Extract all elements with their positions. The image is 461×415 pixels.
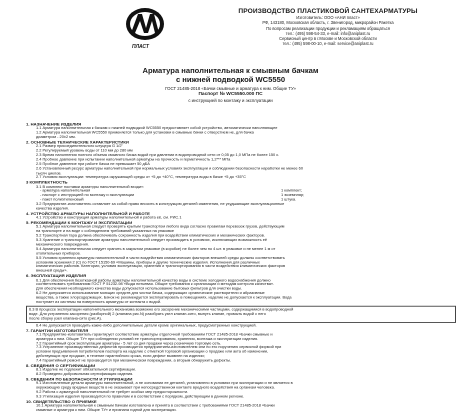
section-line: Для обеспечения необходимого качества воды допускается использование бытовых фильтров для очистки воды.	[36, 287, 242, 291]
kit-item-name: - арматура наполнительная	[40, 188, 91, 193]
section-line: 2.4 Пробное давление при испытании наполнительной арматуры на прочность и герметичность 1,2*** МПа	[36, 157, 231, 162]
section-line: 5.1 Арматура наполнительная следует проверять крытым транспортом любого вида согласно правилам перевозок грузов, действующим	[36, 224, 285, 229]
section-line: отопительных приборов.	[36, 251, 81, 256]
section-line: внешней среды».	[36, 269, 68, 273]
section-line: после сборку узел клапана-сито (рис.A).	[29, 316, 102, 320]
section-line: механического повреждения.	[36, 242, 89, 247]
gost-reference: ГОСТ 21485-2018 «Бачки смывные и арматура к ним. Общие ТУ»	[165, 86, 296, 91]
kit-item-qty: 1 экземпляр;	[281, 192, 305, 198]
section-heading: 2. ОСНОВНЫЕ ТЕХНИЧЕСКИЕ ХАРАКТЕРИСТИКИ	[26, 139, 129, 145]
kit-item-qty: 1 штука.	[281, 197, 297, 202]
section-line: условиям хранения 2 (С) по ГОСТ 15150-69 «Машины, приборы и другие технические изделия. Исполнения для различных	[36, 260, 260, 264]
section-heading: 9. СВЕДЕНИЯ ПО БЕЗОПАСНОСТИ И УТИЛИЗАЦИИ	[26, 377, 133, 382]
kit-item-qty: 1 комплект;	[281, 188, 302, 193]
section-line: 10.1 Арматура наполнительная к смывным бачкам изготовлена и принята в соответствии с требованиями ГОСТ 21485-2018 «Бачки	[36, 404, 275, 408]
logo-caption: ПЛАСТ	[132, 44, 149, 50]
section-line: 1.2 Арматура наполнительная WC5550 применяется только для установки в смывные бачки с отверстием не, для бачка	[36, 131, 254, 135]
section-4	[26, 211, 456, 220]
section-line: 8.1 Изделие не подлежит обязательной сертификации.	[36, 368, 136, 372]
section-line: 6.2 Не допускается использование моющих средств для чистки бачка, содержащих органические растворители и абразивные	[36, 291, 265, 296]
highlighted-note	[26, 306, 456, 323]
section-line: 3.1 В комплект поставки арматуры наполнительной входит:	[36, 184, 144, 189]
manufacturer-header	[60, 2, 455, 62]
section-line: 2.7 Условия эксплуатации: температура окружающей среды от +5 до +40°С, температура воды в бачке +5 до +35°С	[36, 175, 246, 180]
section-10	[26, 399, 456, 413]
section-line: 7.1 Предприятие-изготовитель гарантирует соответствие арматуры отделочной требованиям ГОСТ 21485-2018 «Бачки смывные и	[36, 332, 273, 337]
section-line: поступает из системы на поверхность арматуры от контакта с водой.	[36, 300, 162, 305]
document-title-line: Арматура наполнительная к смывным бачкам	[142, 66, 319, 75]
section-line: соответствовать требованиям ГОСТ Р 51232-98 «Вода питьевая. Общие требования к организации и методам контроля качества».	[36, 282, 275, 287]
section-heading: 3 КОМПЛЕКТНОСТЬ	[26, 179, 68, 185]
document-body	[26, 122, 456, 413]
section-3	[26, 180, 456, 211]
header-line: РФ, 143180, Московская область, г. Звенигород, микрорайон Ракетка	[262, 20, 394, 26]
section-line: арматура к ним. Общие ТУ» при соблюдении условий ее транспортирования, хранения, монтажа и эксплуатации изделия.	[36, 337, 259, 341]
section-7	[26, 328, 456, 364]
section-heading: 4. УСТРОЙСТВО АРМАТУРЫ НАПОЛНИТЕЛЬНОЙ И РАБОТЕ	[26, 211, 150, 216]
section-line: условии предъявления потребителем паспорта на изделие с отметкой торговой организации о продаже или акта об изменении,	[36, 350, 269, 354]
section-line: 6.4 Не допускается проводить какие-либо дополнительные детали кроме оригинальных, предусмотренных конструкцией.	[36, 323, 257, 328]
section-line: 7.3 Устранение производственных дефектов производится предприятием-изготовителем или по его поручению сервисной фирмой при	[36, 345, 282, 350]
section-line: действующих при продаже, в течение гарантийного срока, если дефект выявлен на изделии;	[36, 354, 205, 359]
section-line: диаметром - 20±2 мм.	[36, 135, 76, 140]
header-line: По вопросам реализации продукции и рекламациям обращаться	[266, 25, 390, 31]
section-2	[26, 140, 456, 180]
section-line: 5.2 Транспортная тара должна обеспечивать сохранность изделия при воздействии климатических и механических факторов.	[36, 233, 265, 238]
section-line: 2.2 Регулируемый уровень воды от 110 мм до 280 мм	[36, 149, 133, 153]
section-line: 6.3 В процессе эксплуатации наполнительного механизма возможно его засорение механическими частицами, содержащимися в водопроводной	[29, 307, 294, 312]
section-line: смывные и арматура к ним. Общие ТУ» и признана годной для эксплуатации.	[36, 408, 177, 413]
section-line: тысяч циклов.	[36, 171, 62, 175]
section-line: 6.1 Для обеспечения безотказной работы арматуры наполнительной качество воды в системе холодного водоснабжения должно	[36, 278, 271, 282]
section-heading: 1. НАЗНАЧЕНИЕ ИЗДЕЛИЯ	[26, 122, 82, 127]
section-line: климатических районов. Категории, условия эксплуатации, хранения и транспортирования в части воздействия климатических факторов	[36, 264, 286, 269]
section-line: 2.1 Размер присоединительного штуцера G 1/2"	[36, 144, 123, 149]
section-line: 7.4 Гарантийный ремонт не производится при механическом повреждении, а вторым обнаружить дефекты.	[36, 359, 232, 363]
section-heading: 5. РЕКОМЕНДАЦИИ К МОНТАЖУ И ЭКСПЛУАТАЦИИ	[26, 220, 133, 225]
section-line: на транспорте и на виде с соблюдением требований указанных на упаковке	[36, 229, 174, 234]
section-line: 9.1 Изготовленные детали арматуры наполнительной, а не основании ее деталей, установлено в условиях при эксплуатации и не является в	[36, 381, 293, 386]
section-line: качества изделия.	[36, 206, 69, 211]
header-line: тел.: (495) 598-54-33, e-mail: info@aniplast.ru	[285, 30, 371, 36]
section-line: 5.3 Хранение и транспортирование арматуры наполнительной следует производить в условиях, исключающих возможность её	[36, 238, 268, 242]
section-line: 2.5 Пробное давление при работе бачка не превышает 50 дБА	[36, 162, 150, 166]
section-8	[26, 364, 456, 378]
passport-number: Паспорт № WC5550.000 ПС	[198, 92, 263, 97]
section-line: 7.2 Гарантийный срок эксплуатации арматуры - 5 лет со дня продажи через розничную торговую сеть.	[36, 341, 222, 346]
passport-subtitle: с инструкцией по монтажу и эксплуатации	[188, 98, 273, 103]
company-logo-icon	[124, 4, 166, 46]
section-6	[26, 274, 456, 328]
section-line: 2.6 Установленный ресурс арматуры наполнительной при нормальных условиях эксплуатации и соблюдении безопасности наработки не менее 60	[36, 166, 304, 171]
section-5	[26, 220, 456, 273]
header-line: тел.: (495) 598-00-10, e-mail: service@aniplast.ru	[282, 41, 374, 47]
section-heading: 6. ЭКСПЛУАТАЦИЯ ИЗДЕЛИЯ	[26, 273, 87, 279]
section-line: 9.2 Работа с арматурой наполнительной не требует особых мер предосторожности.	[36, 390, 189, 395]
section-line: 5.4 Арматура наполнительная следует хранить в закрытом упаковке (в коробке) не более чем по 4 шт. в упаковке и не менее 1 м от	[36, 247, 276, 251]
document-title	[0, 66, 461, 84]
section-9	[26, 377, 456, 399]
document-title-line: с нижней подводкой WC5550	[175, 75, 286, 84]
header-line: Изготовитель: ООО «АНИ пласт»	[296, 15, 360, 20]
section-line: 9.3 Утилизация изделия производится по правилам и в соответствии с порядком, действующим в данном регионе.	[36, 395, 245, 399]
section-line: 5.5 Условия хранения арматуры наполнительной в части воздействия климатических факторов внешней среды должны соответствовать	[36, 255, 285, 260]
section-heading: 8. СВЕДЕНИЯ О СЕРТИФИКАЦИИ	[26, 363, 96, 369]
section-line: 1.1 Арматура наполнительная к бачкам с нижней подводкой WC5550 предоставляет собой устройство, автоматически наполняющее	[36, 126, 278, 131]
section-line: вещества, а также хлорсодержащих. Бачок не рекомендуется эксплуатировать в помещениях, изделие не допускается к эксплуатации. Вода	[36, 295, 292, 300]
kit-item-name: - паспорт с инструкцией по монтажу и эксплуатации	[40, 192, 135, 198]
header-title: ПРОИЗВОДСТВО ПЛАСТИКОВОЙ САНТЕХАРМАТУРЫ	[238, 8, 418, 15]
header-line: Сервисный центр в г.Москве и Московской области	[279, 36, 377, 42]
section-line: 3.2 Предприятие-изготовитель оставляет за собой право вносить в конструкцию деталей изменения, не ухудшающие эксплуатационные	[36, 202, 285, 206]
kit-item-name: - пакет полиэтиленовый	[40, 197, 84, 202]
section-heading: 7. ГАРАНТИИ ИЗГОТОВИТЕЛЯ	[26, 327, 89, 333]
section-1	[26, 122, 456, 140]
section-line: воде. Для устранения засорения (разборной) 2 (клапана рис.N) разобрать узел клапан-сито, вынуть клапан, промыть водой с него	[29, 311, 266, 316]
section-line: окружающую среду вредных веществ в не оказывает при непосредственном контакте вредного воздействия на организм человека.	[36, 386, 275, 390]
section-heading: 10. СВИДЕТЕЛЬСТВО О ПРИЕМКЕ	[26, 399, 97, 404]
section-line: 2.3 Время наполнения полного объема смывного бачка водой при давлении в водопроводной сети от 0,05 до 1,0 МПа не более 150 с.	[36, 153, 280, 158]
section-line: 8.2 Проведено добровольная сертификация изделия.	[36, 372, 134, 377]
section-line: 4.1 Устройство и конструкция арматуры наполнительной и работа её, см. РИС.1	[36, 215, 182, 220]
